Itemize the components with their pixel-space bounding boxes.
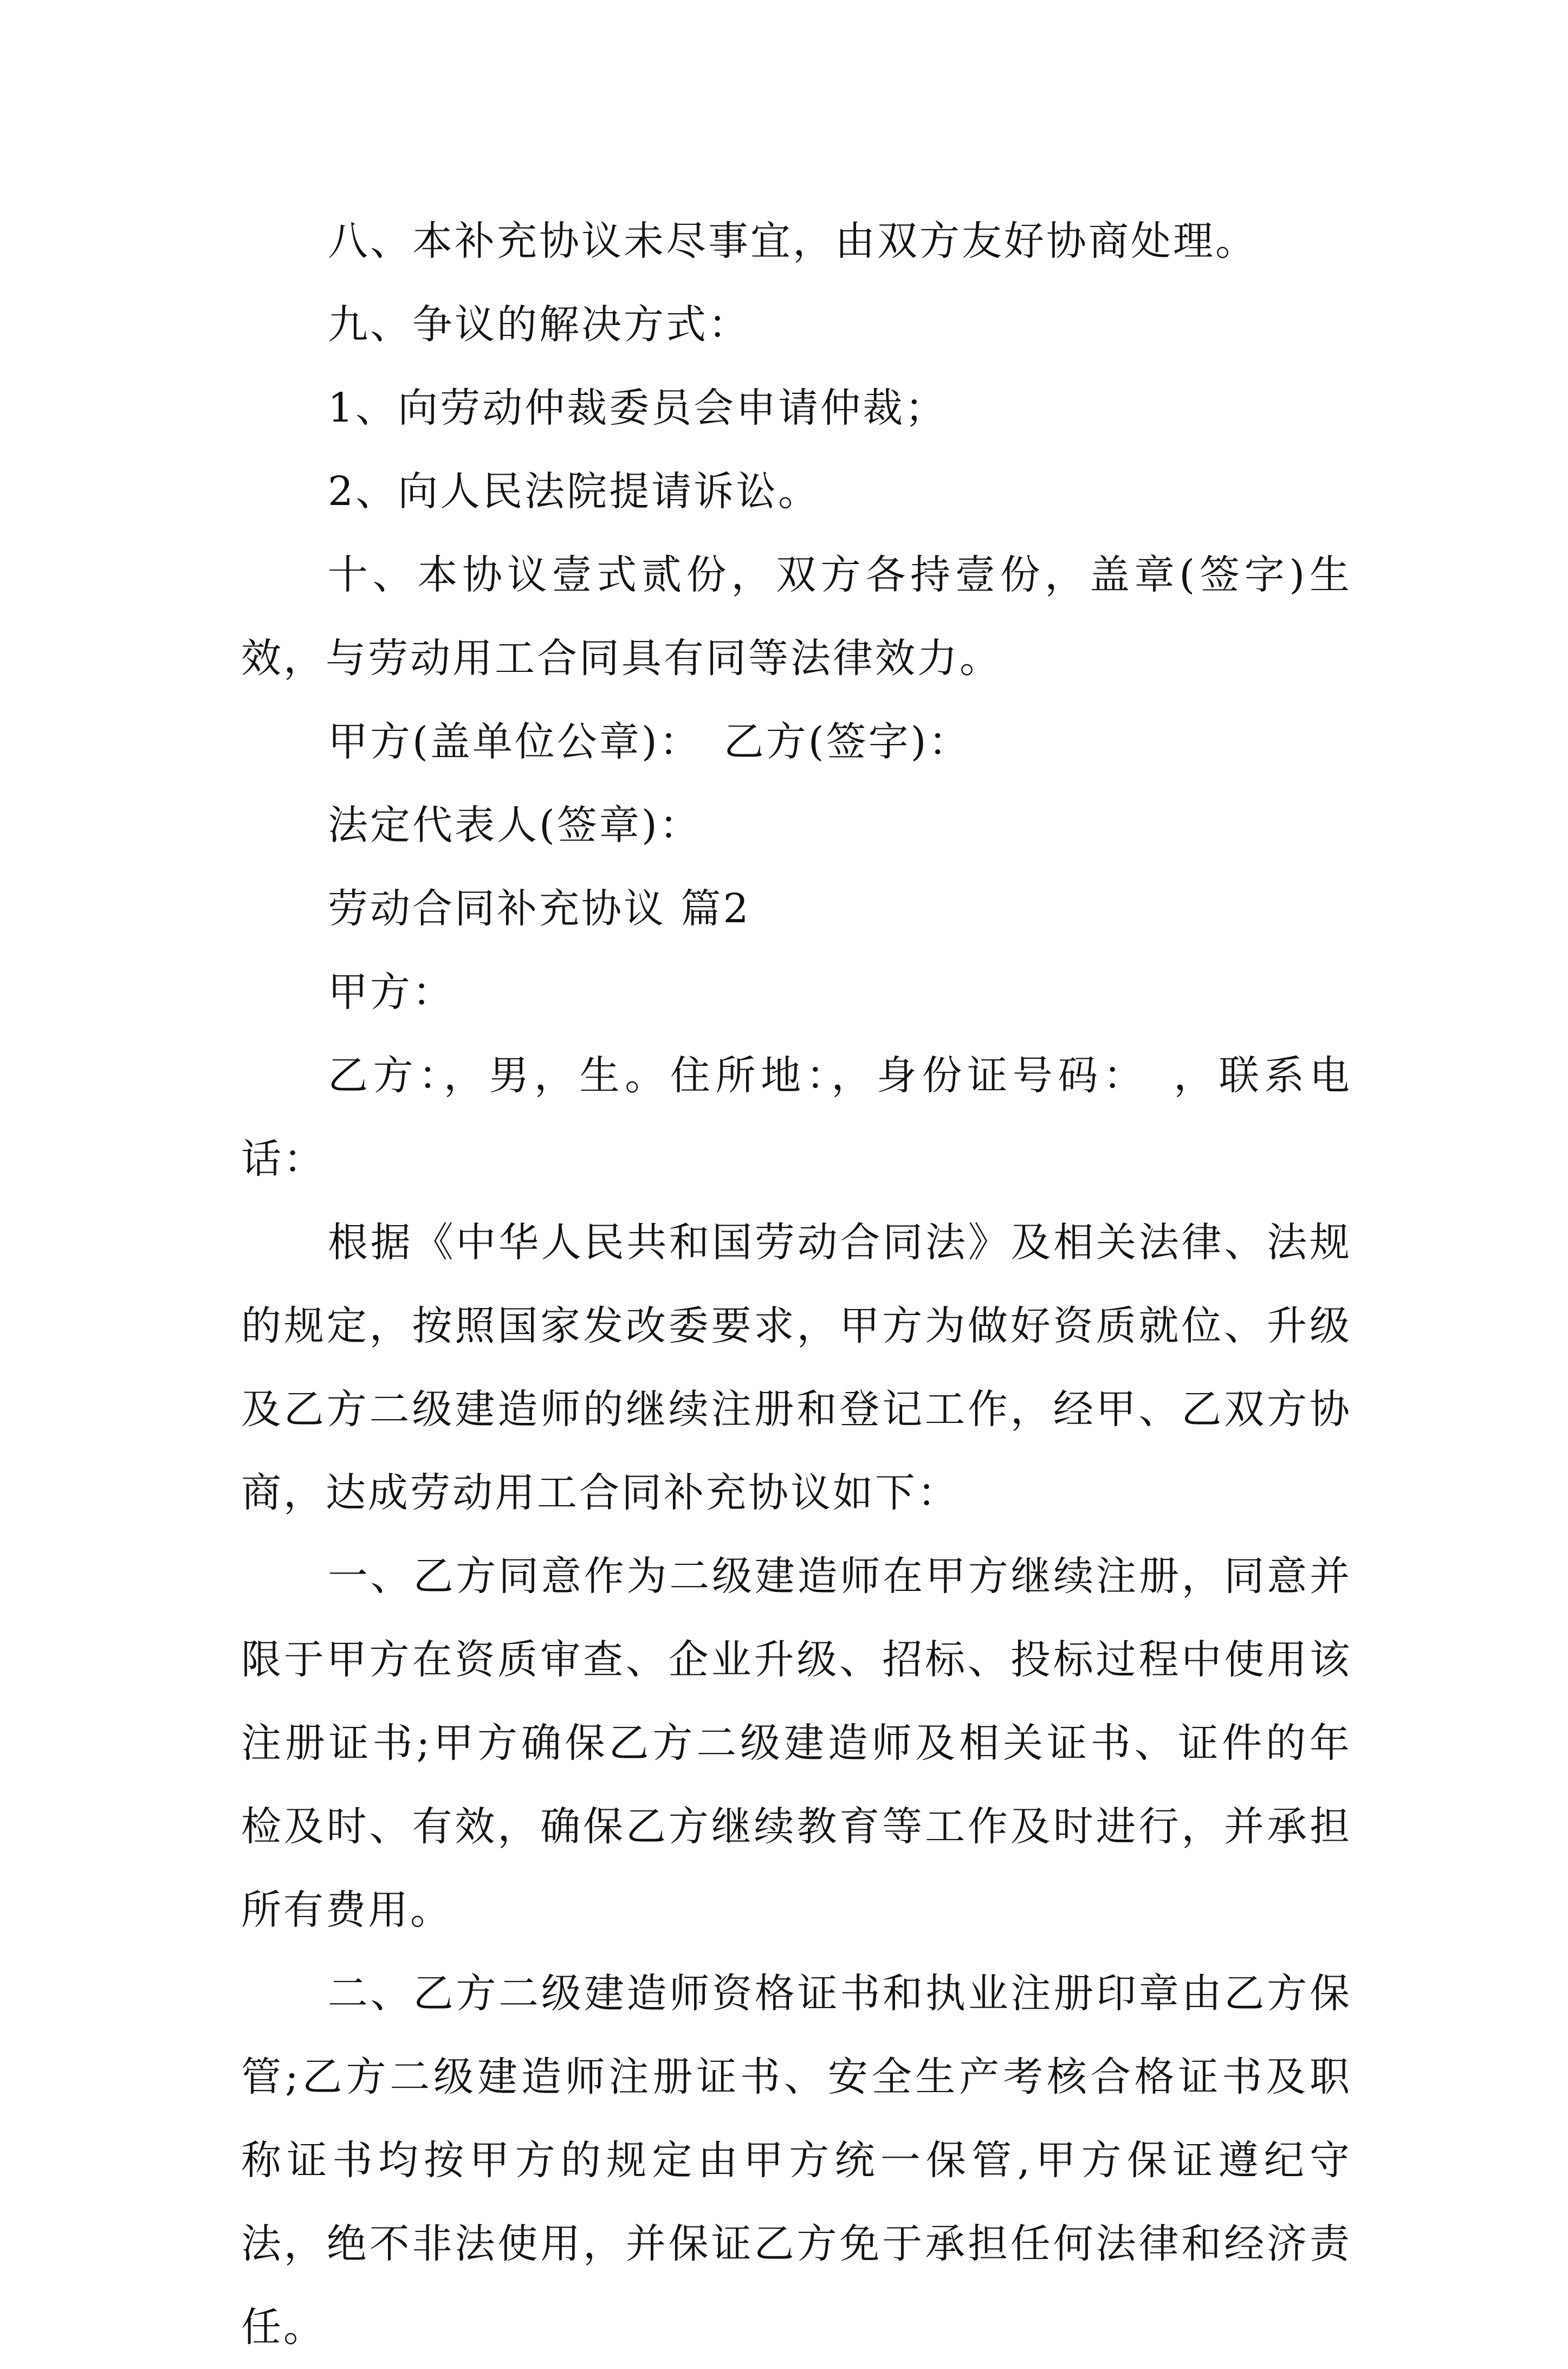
legal-representative-line: 法定代表人(签章)：: [328, 802, 702, 849]
paragraph-article-1: 一、乙方同意作为二级建造师在甲方继续注册，同意并限于甲方在资质审查、企业升级、招标、投标过程中使用该注册证书;甲方确保乙方二级建造师及相关证书、证件的年检及时、有效，确保乙方继续教育等工作及时进行，并承担所有费用。: [241, 1553, 1352, 1933]
paragraph-article-10: 十、本协议壹式贰份，双方各持壹份，盖章(签字)生效，与劳动用工合同具有同等法律效力。: [241, 552, 1352, 682]
paragraph-preamble: 根据《中华人民共和国劳动合同法》及相关法律、法规的规定，按照国家发改委要求，甲方为做好资质就位、升级及乙方二级建造师的继续注册和登记工作，经甲、乙双方协商，达成劳动用工合同补充协议如下：: [241, 1219, 1352, 1516]
signature-parties-line: 甲方(盖单位公章)： 乙方(签字)：: [328, 719, 971, 765]
paragraph-article-2: 二、乙方二级建造师资格证书和执业注册印章由乙方保管;乙方二级建造师注册证书、安全生产考核合格证书及职称证书均按甲方的规定由甲方统一保管,甲方保证遵纪守法，绝不非法使用，并保证乙方免于承担任何法律和经济责任。: [241, 1970, 1352, 2351]
party-b-line: 乙方：，男，生。住所地：，身份证号码： ，联系电话：: [241, 1052, 1352, 1182]
document-body: [241, 199, 1352, 2369]
paragraph-article-9: 九、争议的解决方式：: [328, 301, 750, 348]
paragraph-dispute-option-2: 2、向人民法院提请诉讼。: [328, 468, 821, 515]
paragraph-dispute-option-1: 1、向劳动仲裁委员会申请仲裁；: [328, 385, 948, 431]
paragraph-article-8: 八、本补充协议未尽事宜，由双方友好协商处理。: [328, 218, 1258, 264]
section-heading: 劳动合同补充协议 篇2: [328, 885, 751, 932]
party-a-line: 甲方：: [328, 969, 455, 1015]
